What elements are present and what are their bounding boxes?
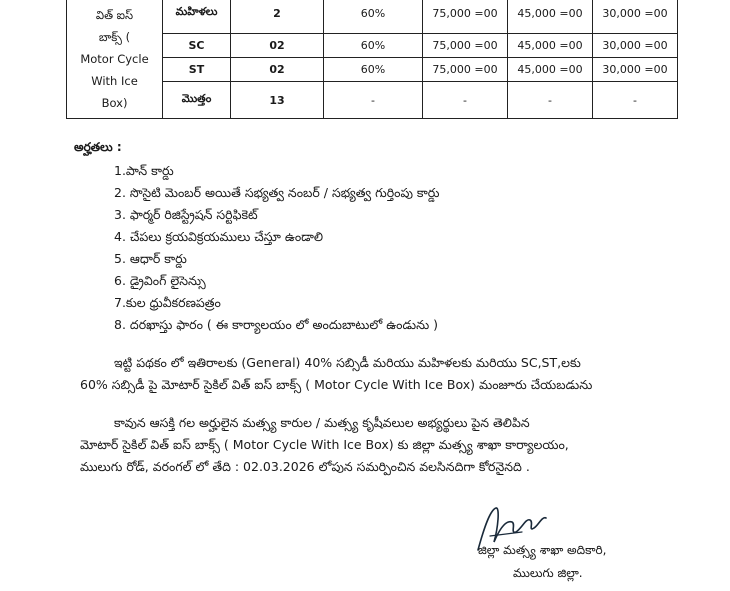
eligibility-item: 6. డ్రైవింగ్ లైసెన్సు: [114, 273, 206, 288]
category-line: With Ice: [91, 73, 138, 88]
application-paragraph-line: ములుగు రోడ్, వరంగల్ లో తేది : 02.03.2026 లోపున సమర్పించిన వలసినదిగా కోరనైనది .: [80, 459, 530, 474]
category-cell: [67, 0, 163, 119]
beneficiary-share: 30,000 =00: [593, 34, 678, 58]
subsidy-percent: 60%: [324, 58, 423, 82]
unit-count: 13: [231, 82, 324, 119]
unit-count: 02: [231, 34, 324, 58]
eligibility-item: 2. సొసైటి మెంబర్ అయితే సభ్యత్వ నంబర్ / సభ్యత్వ గుర్తింపు కార్డు: [114, 185, 440, 200]
subsidy-percent: 60%: [324, 34, 423, 58]
unit-count: 02: [231, 58, 324, 82]
subsidy-amount: 45,000 =00: [508, 34, 593, 58]
beneficiary-type: మహిళలు: [163, 0, 231, 34]
beneficiary-share: 30,000 =00: [593, 58, 678, 82]
eligibility-title: అర్హతలు :: [74, 140, 122, 154]
application-paragraph-line: మోటార్ సైకిల్ విత్ ఐస్ బాక్స్ ( Motor Cycle With Ice Box) కు జిల్లా మత్స్య శాఖా కార్యాలయం,: [80, 437, 569, 452]
category-line: బాక్స్ (: [98, 29, 131, 44]
signatory-district: ములుగు జిల్లా.: [513, 566, 583, 580]
subsidy-percent: 60%: [324, 0, 423, 34]
unit-cost: -: [423, 82, 508, 119]
application-paragraph-line: కావున ఆసక్తి గల అర్హులైన మత్స్య కారుల / మత్స్య కృషీవలుల అభ్యర్థులు పైన తెలిపిన: [114, 415, 530, 430]
subsidy-percent: -: [324, 82, 423, 119]
unit-count: 2: [231, 0, 324, 34]
beneficiary-type: SC: [163, 34, 231, 58]
category-line: విత్ ఐస్: [95, 7, 134, 22]
category-line: Motor Cycle: [80, 51, 149, 66]
eligibility-item: 4. చేపలు క్రయవిక్రయములు చేస్తూ ఉండాలి: [114, 229, 324, 244]
eligibility-item: 8. దరఖాస్తు ఫారం ( ఈ కార్యాలయం లో అందుబాటులో ఉండును ): [114, 317, 439, 332]
category-line: Box): [101, 95, 128, 110]
subsidy-table: [66, 0, 678, 119]
eligibility-item: 3. ఫార్మర్ రిజిస్ట్రేషన్ సర్టిఫికెట్: [114, 207, 258, 222]
scheme-paragraph-line: 60% సబ్సిడీ పై మోటార్ సైకిల్ విత్ ఐస్ బాక్స్ ( Motor Cycle With Ice Box) మంజూరు చేయబడును: [80, 377, 593, 392]
beneficiary-share: -: [593, 82, 678, 119]
beneficiary-type: మొత్తం: [163, 82, 231, 119]
unit-cost: 75,000 =00: [423, 0, 508, 34]
beneficiary-share: 30,000 =00: [593, 0, 678, 34]
eligibility-item: 5. ఆధార్ కార్డు: [114, 251, 187, 266]
eligibility-item: 7.కుల ధ్రువీకరణపత్రం: [114, 295, 221, 310]
signatory-designation: జిల్లా మత్స్య శాఖా అదికారి,: [478, 543, 607, 557]
subsidy-amount: 45,000 =00: [508, 0, 593, 34]
unit-cost: 75,000 =00: [423, 58, 508, 82]
subsidy-amount: 45,000 =00: [508, 58, 593, 82]
subsidy-amount: -: [508, 82, 593, 119]
scheme-paragraph-line: ఇట్టి పథకం లో ఇతిరాలకు (General) 40% సబ్సిడీ మరియు మహిళలకు మరియు SC,ST,లకు: [114, 355, 581, 370]
eligibility-item: 1.పాన్ కార్డు: [114, 163, 174, 178]
table-row: [67, 0, 678, 34]
unit-cost: 75,000 =00: [423, 34, 508, 58]
beneficiary-type: ST: [163, 58, 231, 82]
